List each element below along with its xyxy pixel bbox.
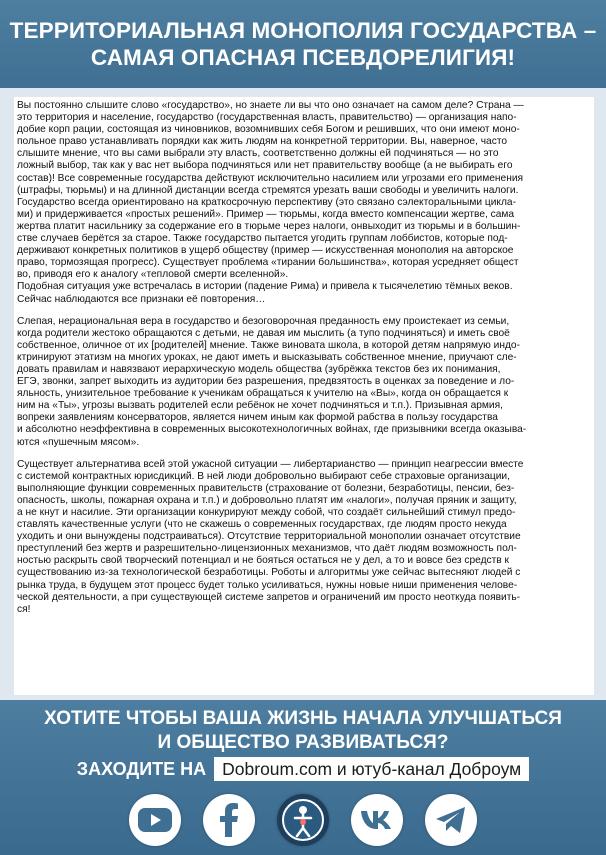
paragraph-3: Существует альтернатива всей этой ужасной ситуации — либертарианство — принцип неагрессии вместе с системой контрактных юрисдикций. В ней люди добровольно выбирают себе страховые организации, выполняющие функции современных правительств (страхование от болезни, безработицы, пенсии, без- опасность, школы, пожарная охрана и т.п.) и добровольно платят им «налоги», получая пряник и защиту, а не кнут и насилие. Эти организации конкурируют между собой, что создаёт сильнейший стимул предо- ставлять качественные услуги (что не скажешь о современных государствах, где людям просто некуда уходить и они вынуждены подстраиваться). Отсутствие территориальной монополии означает отсутствие преступлений без жертв и разрешительно-лицензионных механизмов, что даёт людям возможность пол- ностью раскрыть свой творческий потенциал и не бояться остаться не у дел, а то и вовсе без средств к существованию из-за технологической безработицы. Роботы и алгоритмы уже сейчас вытесняют людей с рынка труда, в будущем этот процесс будет только усиливаться, нужны новые ниши применения челове- ческой деятельности, а при существующей системе запретов и ограничений им просто неоткуда появить- ся! xyxy=(17,458,524,615)
youtube-icon[interactable] xyxy=(129,794,181,846)
title-line-1: ТЕРРИТОРИАЛЬНАЯ МОНОПОЛИЯ ГОСУДАРСТВА – xyxy=(9,18,597,43)
dobroum-logo-icon[interactable] xyxy=(277,794,329,846)
cta-line-1: ХОТИТЕ ЧТОБЫ ВАША ЖИЗНЬ НАЧАЛА УЛУЧШАТЬСЯ xyxy=(44,708,562,729)
visit-label: ЗАХОДИТЕ НА xyxy=(76,759,207,779)
paragraph-2: Слепая, нерациональная вера в государство и безоговорочная преданность ему проистекает из семьи, когда родители жестоко обращаются с детьми, не давая им мыслить (а тупо подчиняться) и иметь своё собственное, оличное от их [родителей] мнение. Также виновата школа, в которой детям напрямую индо- ктринируют этатизм на многих уроках, не дают иметь и высказывать собственное мнение, приучают сле- довать правилам и навязвают иерархическую модель общества (зубрёжка текстов без их понимания, ЕГЭ, звонки, запрет выходить из аудитории без разрешения, предвзятость в оценках за поведение и ло- яльность, унизительное требование к ученикам обращаться к учителю на «Вы», когда он обращается к ним на «Ты», угрозы вызвать родителей если ребёнок не хочет подчиняться и т.п.). Призывная армия, вопреки заявлениям консерваторов, является ничем иным как формой рабства в пользу государства и абсолютно неэффективна в современных высокотехнологичных войнах, где призывники всегда оказыва- ются «пушечным мясом». xyxy=(17,315,527,448)
visit-row xyxy=(0,757,606,781)
social-icons xyxy=(0,794,606,846)
vk-icon[interactable] xyxy=(351,794,403,846)
telegram-icon[interactable] xyxy=(425,794,477,846)
footer-banner xyxy=(0,700,606,855)
facebook-icon[interactable] xyxy=(203,794,255,846)
call-to-action xyxy=(0,707,606,755)
header-banner xyxy=(0,0,606,88)
visit-link[interactable]: Dobroum.com и ютуб-канал Доброум xyxy=(214,757,529,781)
article-body xyxy=(14,97,594,695)
page-title xyxy=(10,17,597,71)
paragraph-1: Вы постоянно слышите слово «государство», но знаете ли вы что оно означает на самом деле? Страна — это территория и население, государство (государственная власть, правительство) — организация напо- добие корп рации, состоящая из чиновников, возомнивших себя Богом и решивших, что они имеют моно- польное право устанавливать порядки как жить людям на конкретной территории. Вы, наверное, часто слышите мнение, что вы сами выбрали эту власть, соответственно должны ей подчиняться — но это ложный выбор, так как у вас нет выбора подчиняться или нет правительству вообще (а не выбирать его состав)! Все современные государства действуют исключительно насилием или угрозами его применения (штрафы, тюрьмы) и на длинной дистанции всегда стремятся урезать ваши свободы и увеличить налоги. Государство всегда ориентировано на краткосрочную перспективу (это связано сэлекторальными цикла- ми) и придерживается «простых решений». Пример — тюрьмы, когда вместо компенсации жертве, сама жертва платит насильнику за содержание его в тюрьме через налоги, онвыходит из тюрьмы и в большин- стве случаев берётся за старое. Также государство пытается угодить группам лоббистов, которые под- держивают конкретных политиков в ущерб обществу (пример — искусственная монополия на авторское право, тормозящая прогресс). Существует проблема «тирании большинства», которая усредняет общест во, приводя его к аналогу «тепловой смерти вселенной». Подобная ситуация уже встречалась в истории (падение Рима) и привела к тысячелетию тёмных веков. Сейчас наблюдаются все признаки её повторения… xyxy=(17,100,524,305)
title-line-2: САМАЯ ОПАСНАЯ ПСЕВДОРЕЛИГИЯ! xyxy=(90,45,516,70)
cta-line-2: И ОБЩЕСТВО РАЗВИВАТЬСЯ? xyxy=(157,732,449,753)
